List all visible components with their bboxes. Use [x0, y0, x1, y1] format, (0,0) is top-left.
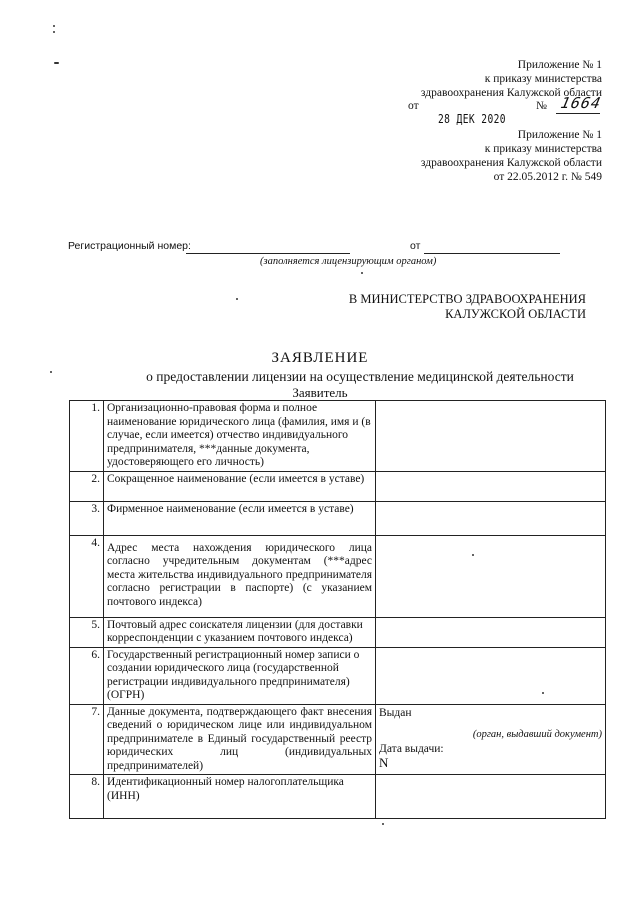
scan-speck: [472, 554, 474, 556]
row-number: 8.: [70, 775, 104, 819]
issue-date-label: Дата выдачи:: [379, 742, 444, 755]
form-row: [70, 401, 606, 472]
annex-2-line1: Приложение № 1: [517, 129, 602, 141]
row-number: 3.: [70, 501, 104, 535]
annex-2-line4: от 22.05.2012 г. № 549: [493, 171, 602, 183]
addressee-line2: КАЛУЖСКОЙ ОБЛАСТИ: [445, 307, 586, 321]
row-label: Государственный регистрационный номер записи о создании юридического лица (государственной регистрации индивидуального предпринимателя) (ОГРН): [104, 647, 376, 704]
annex-1-number-label: №: [536, 100, 547, 112]
row-7-value-field[interactable]: [376, 704, 606, 775]
row-label: Сокращенное наименование (если имеется в уставе): [104, 471, 376, 501]
form-row: [70, 647, 606, 704]
annex-1-number-line: [556, 113, 600, 114]
registration-number-line: [186, 253, 350, 254]
date-stamp: 28 ДЕК 2020: [438, 112, 506, 126]
document-title: ЗАЯВЛЕНИЕ: [271, 350, 369, 366]
annex-2-header: [380, 128, 602, 184]
scan-speck: [50, 371, 52, 373]
addressee: [300, 292, 586, 322]
row-number: 2.: [70, 471, 104, 501]
row-label: Почтовый адрес соискателя лицензии (для доставки корреспонденции с указанием почтового индекса): [104, 617, 376, 647]
row-value-field[interactable]: [376, 647, 606, 704]
annex-1-number-handwritten: 1664: [559, 94, 604, 112]
scan-speck: [236, 298, 238, 300]
section-applicant: Заявитель: [292, 385, 348, 400]
row-label: Данные документа, подтверждающего факт внесения сведений о юридическом лице или индивидуальном предпринимателе в Единый государственный реестр юридических лиц (индивидуальных предпринимателей): [104, 704, 376, 775]
row-value-field[interactable]: [376, 501, 606, 535]
row-number: 5.: [70, 617, 104, 647]
issuer-hint: (орган, выдавший документ): [472, 728, 602, 740]
scan-speck: [542, 692, 544, 694]
scan-speck: [361, 272, 363, 274]
row-value-field[interactable]: [376, 617, 606, 647]
row-value-field[interactable]: [376, 775, 606, 819]
row-label: Адрес места нахождения юридического лица согласно учредительным документам (***адрес места жительства индивидуального предпринимателя согласно регистрации в паспорте) (с указанием почтового индекса): [104, 535, 376, 617]
annex-1-line1: Приложение № 1: [517, 59, 602, 71]
registration-hint: (заполняется лицензирующим органом): [260, 256, 437, 267]
annex-2-line2: к приказу министерства: [484, 143, 602, 155]
scan-speck: [53, 31, 55, 33]
addressee-line1: В МИНИСТЕРСТВО ЗДРАВООХРАНЕНИЯ: [348, 292, 586, 306]
annex-2-line3: здравоохранения Калужской области: [420, 157, 602, 169]
annex-1-line2: к приказу министерства: [484, 73, 602, 85]
scan-speck: [54, 62, 59, 64]
scan-speck: [382, 823, 384, 825]
row-label: Идентификационный номер налогоплательщика (ИНН): [104, 775, 376, 819]
document-number-label: N: [379, 754, 389, 770]
row-value-field[interactable]: [376, 535, 606, 617]
document-subtitle: о предоставлении лицензии на осуществление медицинской деятельности: [146, 369, 574, 384]
form-row: [70, 535, 606, 617]
application-form-table: [69, 400, 606, 819]
row-label: Организационно-правовая форма и полное наименование юридического лица (фамилия, имя и (в случае, если имеется) отчество индивидуального предпринимателя, ***данные документа, удостоверяющего его личность): [104, 401, 376, 472]
registration-number-label: Регистрационный номер:: [68, 240, 191, 252]
row-number: 7.: [70, 704, 104, 775]
issued-label: Выдан: [379, 706, 412, 719]
row-value-field[interactable]: [376, 471, 606, 501]
form-row: [70, 501, 606, 535]
form-row: [70, 617, 606, 647]
form-row: [70, 775, 606, 819]
registration-from-label: от: [410, 240, 421, 252]
row-label: Фирменное наименование (если имеется в уставе): [104, 501, 376, 535]
row-number: 6.: [70, 647, 104, 704]
row-number: 4.: [70, 535, 104, 617]
scan-speck: [53, 25, 55, 27]
form-row: [70, 471, 606, 501]
form-row: [70, 704, 606, 775]
row-number: 1.: [70, 401, 104, 472]
annex-1-from-label: от: [408, 100, 419, 112]
row-value-field[interactable]: [376, 401, 606, 472]
annex-1-line3: здравоохранения Калужской области: [420, 87, 602, 99]
registration-date-line: [424, 253, 560, 254]
